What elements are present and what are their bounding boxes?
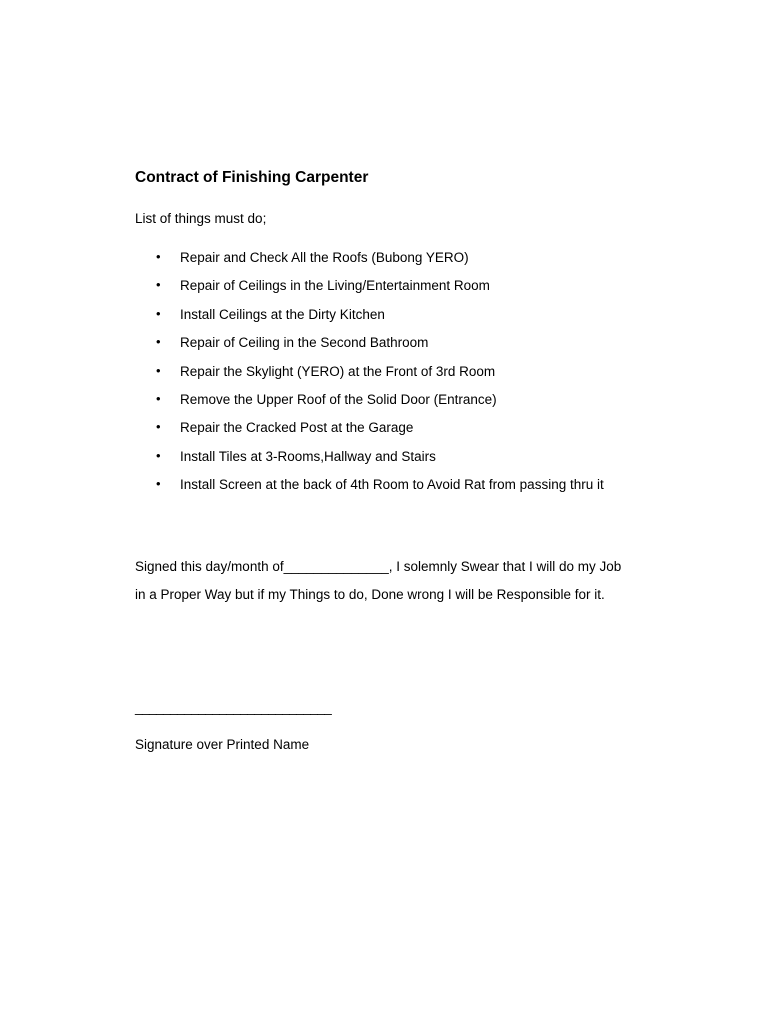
bullet-icon: • — [156, 419, 161, 435]
task-text: Remove the Upper Roof of the Solid Door (Entrance) — [180, 391, 497, 407]
document-title: Contract of Finishing Carpenter — [135, 169, 369, 186]
oath-line: Signed this day/month of______________, I solemnly Swear that I will do my Job — [135, 559, 622, 574]
task-text: Repair the Cracked Post at the Garage — [180, 420, 414, 436]
signature-line: ____________________________ — [135, 700, 332, 715]
task-list-intro: List of things must do; — [135, 211, 267, 226]
task-text: Repair of Ceilings in the Living/Entertainment Room — [180, 278, 490, 294]
bullet-icon: • — [156, 305, 161, 321]
bullet-icon: • — [156, 362, 161, 378]
bullet-icon: • — [156, 476, 161, 492]
bullet-icon: • — [156, 390, 161, 406]
task-text: Install Screen at the back of 4th Room to Avoid Rat from passing thru it — [180, 477, 604, 493]
bullet-icon: • — [156, 277, 161, 293]
task-text: Repair the Skylight (YERO) at the Front of 3rd Room — [180, 363, 496, 379]
task-text: Repair of Ceiling in the Second Bathroom — [180, 335, 429, 351]
oath-line: in a Proper Way but if my Things to do, Done wrong I will be Responsible for it. — [135, 587, 605, 603]
bullet-icon: • — [156, 447, 161, 463]
bullet-icon: • — [156, 334, 161, 350]
bullet-icon: • — [156, 249, 161, 264]
signature-label: Signature over Printed Name — [135, 737, 310, 752]
task-text: Repair and Check All the Roofs (Bubong YERO) — [180, 250, 469, 265]
task-text: Install Tiles at 3-Rooms,Hallway and Stairs — [180, 448, 436, 464]
task-text: Install Ceilings at the Dirty Kitchen — [180, 306, 385, 322]
oath-paragraph — [135, 553, 655, 610]
